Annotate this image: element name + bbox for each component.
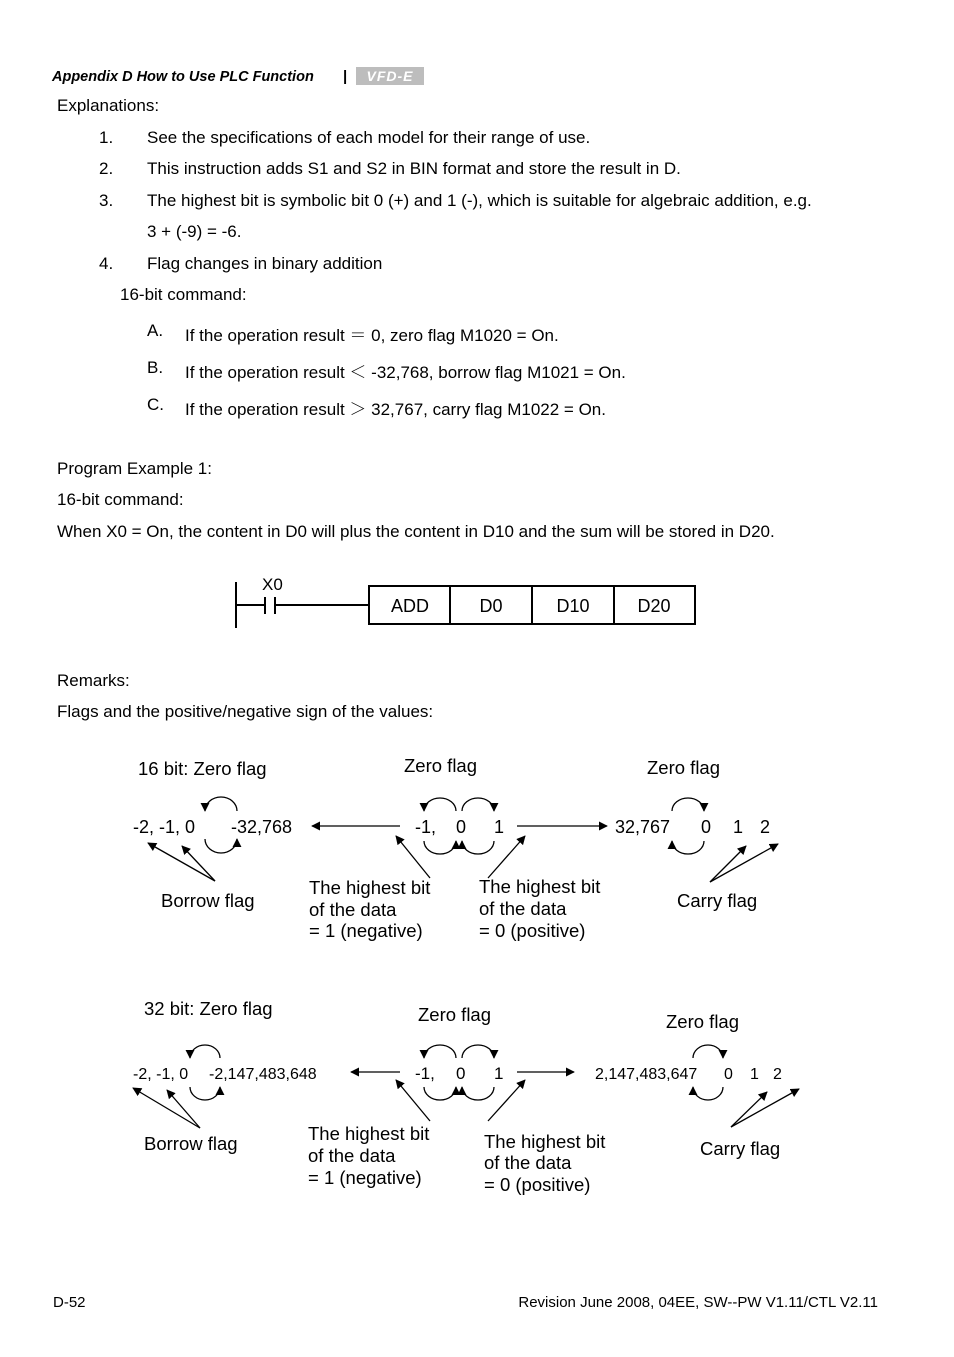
positive-bit-text: of the data (479, 898, 567, 919)
value-label: -32,768 (231, 817, 293, 837)
zero-flag-label: 32 bit: Zero flag (144, 998, 273, 1019)
value-label: 0 (456, 1064, 466, 1083)
positive-bit-text: The highest bit (479, 876, 601, 897)
page-number: D-52 (53, 1294, 86, 1311)
value-label: 1 (494, 1064, 504, 1083)
ladder-diagram (236, 582, 695, 628)
zero-flag-label: 16 bit: Zero flag (138, 758, 267, 779)
ladder-contact-label: X0 (262, 575, 283, 594)
list-item-text: The highest bit is symbolic bit 0 (+) and 1 (-), which is suitable for algebraic addition, e.g. (147, 191, 812, 210)
list-item-text: See the specifications of each model for their range of use. (147, 128, 591, 147)
revision-info: Revision June 2008, 04EE, SW--PW V1.11/CTL V2.11 (518, 1294, 878, 1311)
positive-bit-text: = 0 (positive) (484, 1174, 591, 1195)
sub-item-letter: B. (147, 358, 164, 377)
value-label: -2, -1, 0 (133, 1066, 189, 1083)
value-label: 1 (733, 817, 744, 837)
negative-bit-text: = 1 (negative) (308, 1167, 422, 1188)
value-label: -2, -1, 0 (133, 817, 196, 837)
example-title: Program Example 1: (57, 459, 212, 478)
value-label: -1, (415, 817, 437, 837)
sub-item-text: If the operation result ＜ -32,768, borrow flag M1021 = On. (185, 363, 626, 382)
negative-bit-text: of the data (309, 899, 397, 920)
negative-bit-text: The highest bit (309, 877, 431, 898)
remarks-subtitle: Flags and the positive/negative sign of the values: (57, 702, 434, 721)
carry-flag-label: Carry flag (677, 890, 758, 911)
list-item-text: This instruction adds S1 and S2 in BIN format and store the result in D. (147, 159, 681, 178)
sub-item-letter: C. (147, 395, 164, 414)
positive-bit-text: = 0 (positive) (479, 920, 586, 941)
value-label: 0 (724, 1066, 733, 1083)
zero-flag-label: Zero flag (404, 755, 478, 776)
ladder-cell: ADD (390, 596, 430, 616)
sub-item-text: If the operation result ＝ 0, zero flag M1020 = On. (185, 326, 559, 345)
value-label: 0 (701, 817, 712, 837)
value-label: -1, (415, 1064, 435, 1083)
sub-heading: 16-bit command: (120, 285, 247, 304)
value-label: 2 (773, 1066, 782, 1083)
borrow-flag-label: Borrow flag (144, 1133, 238, 1154)
value-label: 0 (456, 817, 467, 837)
negative-bit-text: The highest bit (308, 1123, 430, 1144)
positive-bit-text: The highest bit (484, 1131, 606, 1152)
value-label: 32,767 (615, 817, 671, 837)
example-description: When X0 = On, the content in D0 will plus the content in D10 and the sum will be stored in D20. (57, 522, 775, 541)
negative-bit-text: = 1 (negative) (309, 920, 423, 941)
ladder-cell: D20 (637, 596, 671, 616)
zero-flag-label: Zero flag (666, 1011, 740, 1032)
list-item-number: 3. (99, 191, 114, 210)
positive-bit-text: of the data (484, 1152, 572, 1173)
remarks-title: Remarks: (57, 671, 130, 690)
list-item-number: 4. (99, 254, 114, 273)
borrow-flag-label: Borrow flag (161, 890, 255, 911)
header-separator: | (343, 68, 348, 85)
ladder-cell: D10 (556, 596, 590, 616)
diagram-32bit (133, 998, 799, 1195)
vfd-e-logo: VFD-E (356, 67, 424, 85)
explanations-heading: Explanations: (57, 96, 160, 115)
sub-item-letter: A. (147, 321, 164, 340)
zero-flag-label: Zero flag (647, 757, 721, 778)
diagram-16bit (133, 755, 778, 941)
value-label: 1 (494, 817, 505, 837)
value-label: 1 (750, 1066, 759, 1083)
example-mode: 16-bit command: (57, 490, 184, 509)
zero-flag-label: Zero flag (418, 1004, 492, 1025)
list-item-continuation: 3 + (-9) = -6. (147, 222, 242, 241)
sub-item-text: If the operation result ＞ 32,767, carry flag M1022 = On. (185, 400, 606, 419)
list-item-text: Flag changes in binary addition (147, 254, 383, 273)
list-item-number: 2. (99, 159, 114, 178)
ladder-cell: D0 (479, 596, 503, 616)
value-label: 2 (760, 817, 771, 837)
value-label: 2,147,483,647 (595, 1066, 698, 1083)
carry-flag-label: Carry flag (700, 1138, 781, 1159)
list-item-number: 1. (99, 128, 114, 147)
section-header: Appendix D How to Use PLC Function (52, 69, 314, 85)
value-label: -2,147,483,648 (209, 1066, 317, 1083)
negative-bit-text: of the data (308, 1145, 396, 1166)
